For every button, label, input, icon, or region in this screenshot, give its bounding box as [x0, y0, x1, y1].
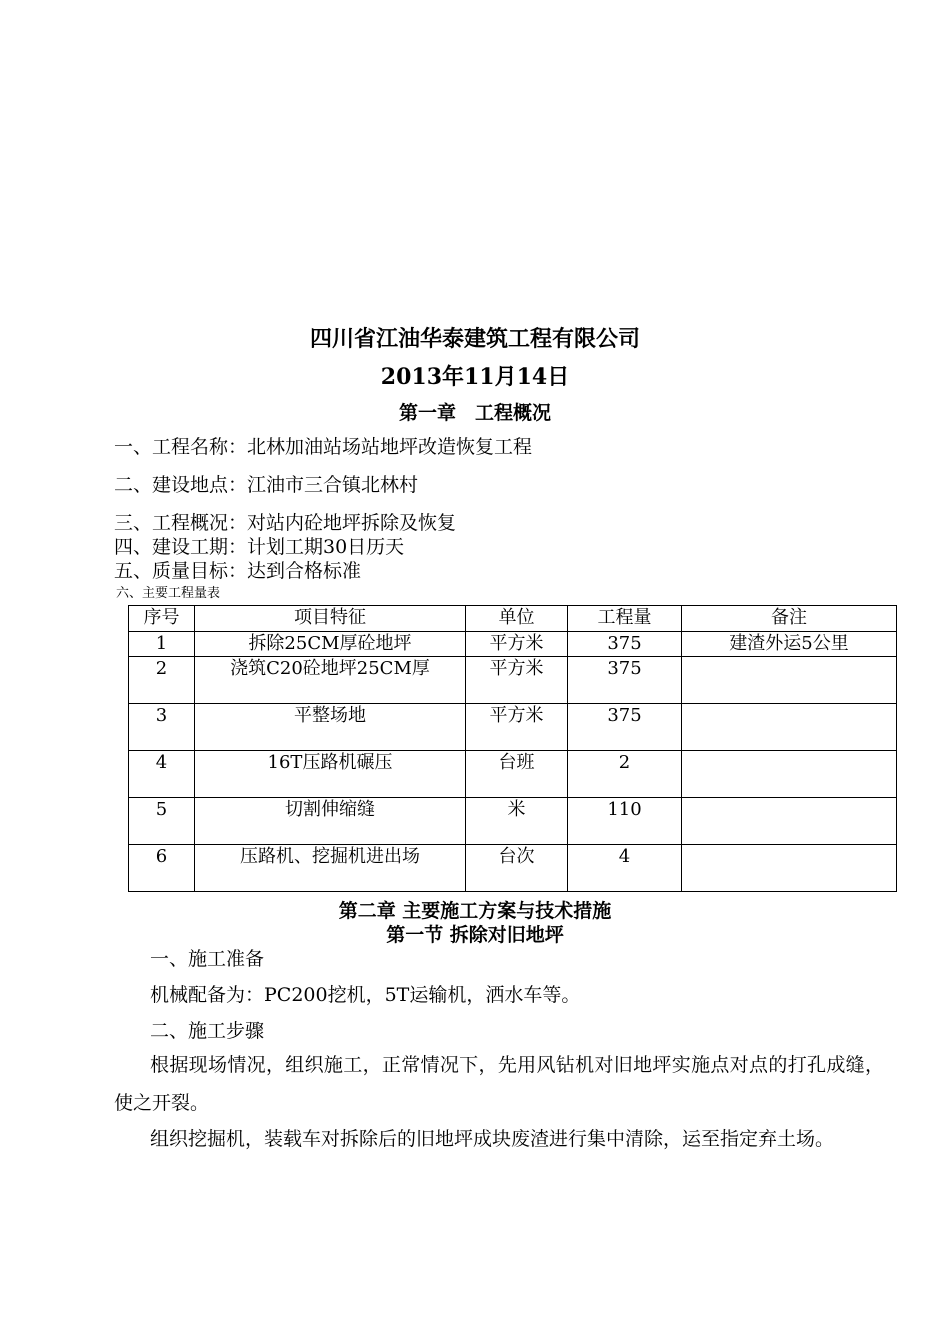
chapter-1-title: 第一章 工程概况 [398, 402, 551, 424]
table-row [129, 798, 897, 845]
quantity-table [128, 605, 897, 892]
table-cell: 台班 [466, 751, 568, 798]
header-cell: 项目特征 [195, 606, 466, 632]
table-row [129, 845, 897, 892]
quality-target-line: 五、质量目标：达到合格标准 [114, 560, 362, 582]
construction-prep-heading: 一、施工准备 [150, 948, 265, 970]
table-cell: 110 [568, 798, 682, 845]
table-cell: 平整场地 [195, 704, 466, 751]
header-cell: 序号 [129, 606, 195, 632]
table-cell: 1 [129, 632, 195, 657]
machinery-paragraph: 机械配备为：PC200挖机，5T运输机，洒水车等。 [150, 984, 581, 1006]
table-cell [682, 751, 897, 798]
table-cell: 切割伸缩缝 [195, 798, 466, 845]
table-cell [682, 704, 897, 751]
table-cell: 3 [129, 704, 195, 751]
table-cell: 米 [466, 798, 568, 845]
section-1-title: 第一节 拆除对旧地坪 [386, 924, 564, 946]
table-cell: 拆除25CM厚砼地坪 [195, 632, 466, 657]
header-cell: 备注 [682, 606, 897, 632]
header-cell: 单位 [466, 606, 568, 632]
table-cell: 浇筑C20砼地坪25CM厚 [195, 657, 466, 704]
table-cell: 5 [129, 798, 195, 845]
table-cell: 4 [568, 845, 682, 892]
table-cell: 压路机、挖掘机进出场 [195, 845, 466, 892]
table-row [129, 751, 897, 798]
table-cell [682, 657, 897, 704]
table-row [129, 704, 897, 751]
table-cell: 375 [568, 657, 682, 704]
table-cell: 16T压路机碾压 [195, 751, 466, 798]
project-name-line: 一、工程名称：北林加油站场站地坪改造恢复工程 [114, 436, 533, 458]
step-paragraph-2: 组织挖掘机，装载车对拆除后的旧地坪成块废渣进行集中清除，运至指定弃土场。 [150, 1128, 835, 1150]
table-cell: 375 [568, 704, 682, 751]
project-duration-line: 四、建设工期：计划工期30日历天 [114, 536, 405, 558]
table-cell: 375 [568, 632, 682, 657]
table-cell: 平方米 [466, 657, 568, 704]
construction-steps-heading: 二、施工步骤 [150, 1020, 265, 1042]
table-cell: 6 [129, 845, 195, 892]
table-row [129, 657, 897, 704]
table-cell [682, 798, 897, 845]
step-paragraph-1: 根据现场情况，组织施工，正常情况下，先用风钻机对旧地坪实施点对点的打孔成缝，使之开裂。 [114, 1054, 884, 1114]
table-caption: 六、主要工程量表 [116, 586, 221, 601]
table-cell: 建渣外运5公里 [682, 632, 897, 657]
table-cell: 4 [129, 751, 195, 798]
table-cell: 2 [129, 657, 195, 704]
document-date: 2013年11月14日 [380, 364, 570, 390]
table-cell: 平方米 [466, 632, 568, 657]
table-header-row [129, 606, 897, 632]
table-cell: 台次 [466, 845, 568, 892]
header-cell: 工程量 [568, 606, 682, 632]
project-overview-line: 三、工程概况：对站内砼地坪拆除及恢复 [114, 512, 457, 534]
company-name: 四川省江油华泰建筑工程有限公司 [309, 326, 640, 352]
table-cell [682, 845, 897, 892]
table-cell: 2 [568, 751, 682, 798]
table-row [129, 632, 897, 657]
table-cell: 平方米 [466, 704, 568, 751]
project-location-line: 二、建设地点：江油市三合镇北林村 [114, 474, 419, 496]
chapter-2-title: 第二章 主要施工方案与技术措施 [338, 900, 612, 922]
